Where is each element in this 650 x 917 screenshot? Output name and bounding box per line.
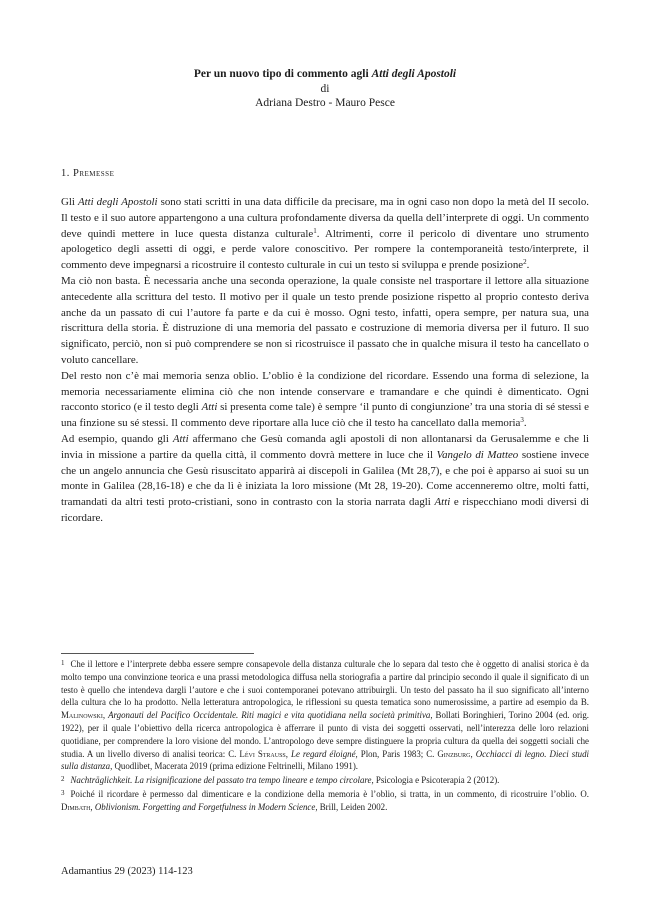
author-name: Ginzburg <box>437 748 471 759</box>
text-run: Ma ciò non basta. È necessaria anche una seconda operazione, la quale consiste nel trasportare il lettore alla situazione antecedente alla scrittura del testo. Il motivo per il quale un testo prende posizione rispetto al proprio contesto deriva anche da un passato di cui l’autore fa parte e da cui è mosso. Ogni testo, infatti, opera sempre, per natura sua, una riscrittura della storia. È distruzione di una memoria del passato e costruzione di memoria diversa per il futuro. Il suo significato, perciò, non si può comprendere se non si ricostruisce il passato che in qualche misura il testo ha cancellato o voluto cancellare. <box>61 274 589 366</box>
text-run: si presenta come tale) è sempre ‘il punto di congiunzione’ tra una storia di sé stessi e una finzione su sé stessi. Il commento deve riportare alla luce ciò che il testo ha cancellato dalla memoria <box>61 401 590 430</box>
title-di: di <box>320 82 330 95</box>
text-run: , Bollati Boringhieri, Torino 2004 (ed. orig. 1922), per il quale l’obiettivo della ricerca antropologica è afferrare il punto di vista dei soggetti osservati, nell’interezza delle loro relazioni quotidiane, per comprendere la loro visione del mondo. L’antropologo deve sempre distinguere la propria cultura da quella dei soggetti sociali che studia. A un livello diverso di analisi teorica: C. <box>61 710 590 759</box>
author-name: Lévi Strauss <box>239 748 286 759</box>
text-run: Ad esempio, quando gli <box>61 432 173 445</box>
italic-run: Atti <box>434 496 451 509</box>
text-run: , <box>90 801 95 812</box>
paragraph <box>61 195 589 274</box>
footnotes <box>61 657 589 814</box>
footnote-separator <box>61 653 254 654</box>
italic-run: Atti <box>201 401 218 414</box>
italic-run: Oblivionism. Forgetting and Forgetfulness in Modern Science <box>94 801 316 812</box>
article-title <box>61 67 589 82</box>
text-run: affermano che Gesù comanda agli apostoli di non allontanarsi da Gerusalemme e che li invia in missione a partire da quella città, il commento dovrà mettere in luce che il <box>61 432 589 461</box>
italic-run: Le regard éloigné <box>291 748 356 759</box>
text-run: . <box>526 259 530 272</box>
section-number: 1. <box>61 168 73 179</box>
text-run: e rispecchiano modi diversi di ricordare. <box>61 496 590 524</box>
section-label: Premesse <box>73 168 115 179</box>
italic-run: Argonauti del Pacifico Occidentale. Riti magici e vita quotidiana nella società primitiva <box>108 710 431 721</box>
footnote-2 <box>61 773 589 787</box>
text-run: , <box>285 748 292 759</box>
italic-run: Occhiacci di legno. Dieci studi sulla distanza <box>61 748 590 772</box>
author-name: Dimbath <box>61 801 91 812</box>
text-run: , Plon, Paris 1983; C. <box>355 748 438 759</box>
text-run: Del resto non c’è mai memoria senza oblio. L’oblio è la condizione del ricordare. Essendo una forma di selezione, la memoria necessariamente elimina ciò che non intende conservare e tramandare e che quindi è dimenticato. Ogni racconto storico (e il testo degli <box>61 369 589 414</box>
text-run: , <box>470 748 476 759</box>
footnote-3 <box>61 787 589 814</box>
text-run: Poiché il ricordare è permesso dal dimenticare e la condizione della memoria è l’oblio, si tratta, in un commento, di ricostruire l’oblio. O. <box>70 788 589 799</box>
text-run: . <box>523 417 527 430</box>
footnote-1 <box>61 657 589 773</box>
text-run: Gli <box>61 196 78 208</box>
footnote-number: 3 <box>61 788 65 797</box>
text-run: Che il lettore e l’interprete debba essere sempre consapevole della distanza culturale che lo separa dal testo che è oggetto di analisi storica è da molto tempo una convinzione teorica e una prassi metodologica diffusa nella storiografia a partire dal principio secondo il quale il significato di un testo è quello che intendeva dargli l’autore e che i suoi contemporanei potevano attribuirgli. Un testo del passato ha il suo significato all’interno della cultura che lo ha prodotto. Nella letteratura antropologica, le riflessioni su questa tematica sono numerosissime, a partire ad esempio da B. <box>61 659 589 708</box>
text-run: , Brill, Leiden 2002. <box>315 801 388 812</box>
article-title-italic: Atti degli Apostoli <box>371 68 457 80</box>
title-block <box>61 67 589 111</box>
text-run: sostiene invece che un angelo annuncia che Gesù risuscitato apparirà ai discepoli in Galilea (Mt 28,7), e che poi è apparso ai suoi su un monte in Galilea (28,16-18) e che da lì è iniziata la loro missione (Mt 28, 19-20). Come accenneremo oltre, molti fatti, tramandati da altri testi proto-cristiani, sono in contrasto con la storia narrata dagli <box>61 448 589 509</box>
paragraph <box>61 274 589 369</box>
italic-run: Atti <box>172 432 189 445</box>
paragraph <box>61 369 589 432</box>
authors: Adriana Destro - Mauro Pesce <box>255 97 395 109</box>
journal-citation: Adamantius 29 (2023) 114-123 <box>61 866 193 877</box>
author-name: Malinowski <box>61 710 103 721</box>
text-run: , Quodlibet, Macerata 2019 (prima edizione Feltrinelli, Milano 1991). <box>110 761 359 772</box>
text-run: , <box>102 710 109 721</box>
body-text <box>61 195 589 527</box>
text-run: , Psicologia e Psicoterapia 2 (2012). <box>371 775 500 786</box>
footnote-ref: 1 <box>313 226 317 235</box>
footnote-number: 2 <box>61 775 65 784</box>
italic-run: Atti degli Apostoli <box>77 196 158 208</box>
italic-run: Vangelo di Matteo <box>436 448 519 461</box>
paragraph <box>61 432 589 527</box>
article-title-text: Per un nuovo tipo di commento agli <box>193 68 372 80</box>
italic-run: Nachträglichkeit. La risignificazione del passato tra tempo lineare e tempo circolare <box>70 775 372 786</box>
section-heading <box>61 168 114 179</box>
footnote-ref: 2 <box>523 258 527 267</box>
footnote-ref: 3 <box>520 416 524 425</box>
footnote-number: 1 <box>61 659 65 667</box>
text-run: sono stati scritti in una data difficile da precisare, ma in ogni caso non dopo la metà del II secolo. Il testo e il suo autore appartengono a una cultura profondamente diversa da quella dell’interprete di oggi. Un commento deve quindi mettere in luce questa distanza culturale <box>61 196 589 240</box>
text-run: . Altrimenti, corre il pericolo di diventare uno strumento apologetico degli assetti di oggi, e perde valore conoscitivo. Per rompere la contemporaneità testo/interprete, il commento deve impegnarsi a ricostruire il contesto culturale in cui un testo si sviluppa e prende posizione <box>61 227 590 272</box>
